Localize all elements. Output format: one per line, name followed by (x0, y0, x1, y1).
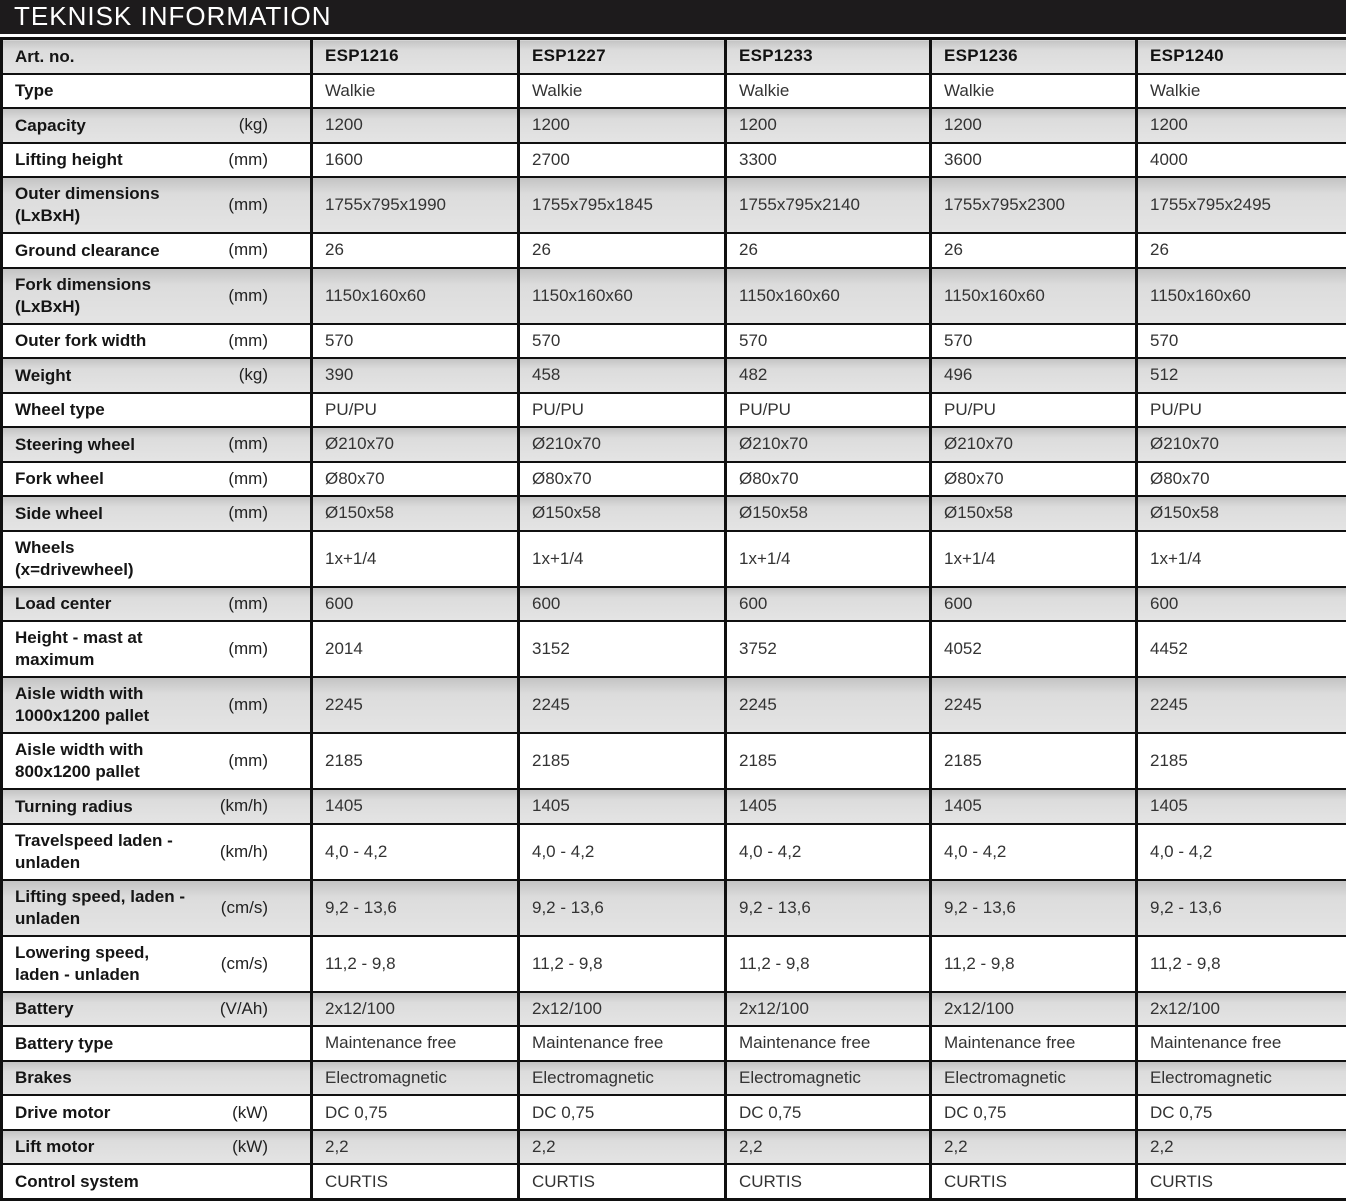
spec-value: 2,2 (519, 1130, 726, 1165)
row-label-cell (2, 936, 312, 992)
spec-value: 1405 (1137, 789, 1346, 824)
spec-value: 1405 (726, 789, 931, 824)
spec-value: 2185 (519, 733, 726, 789)
spec-value: 26 (519, 233, 726, 268)
spec-value: 570 (519, 324, 726, 359)
spec-value: 11,2 - 9,8 (312, 936, 519, 992)
spec-value: 4,0 - 4,2 (931, 824, 1137, 880)
spec-value: CURTIS (519, 1164, 726, 1199)
technical-spec-table (0, 37, 1346, 1201)
spec-value: 9,2 - 13,6 (519, 880, 726, 936)
spec-value: 496 (931, 358, 1137, 393)
spec-value: DC 0,75 (312, 1095, 519, 1130)
spec-value: Walkie (726, 74, 931, 109)
row-label-cell (2, 462, 312, 497)
row-label-cell (2, 427, 312, 462)
spec-value: PU/PU (312, 393, 519, 428)
row-label-cell (2, 992, 312, 1027)
table-row (2, 587, 1346, 622)
unit-label: (mm) (228, 502, 268, 524)
spec-value: 458 (519, 358, 726, 393)
table-row (2, 233, 1346, 268)
spec-value: 2014 (312, 621, 519, 677)
spec-value: Ø80x70 (726, 462, 931, 497)
row-label-cell (2, 880, 312, 936)
unit-label: (mm) (228, 149, 268, 171)
spec-value: 1755x795x2140 (726, 177, 931, 233)
spec-value: Electromagnetic (931, 1061, 1137, 1096)
row-label: Weight (15, 365, 71, 387)
table-row (2, 1026, 1346, 1061)
spec-value: 3152 (519, 621, 726, 677)
spec-value: Walkie (312, 74, 519, 109)
spec-value: 2245 (726, 677, 931, 733)
spec-value: Ø80x70 (519, 462, 726, 497)
row-label-cell (2, 324, 312, 359)
row-label: Aisle width with 1000x1200 pallet (15, 683, 185, 727)
spec-value: CURTIS (726, 1164, 931, 1199)
spec-value: 1755x795x1990 (312, 177, 519, 233)
spec-value: Walkie (931, 74, 1137, 109)
spec-value: PU/PU (931, 393, 1137, 428)
spec-value: Ø80x70 (312, 462, 519, 497)
spec-value: 2185 (726, 733, 931, 789)
unit-label: (kW) (232, 1102, 268, 1124)
unit-label: (cm/s) (221, 897, 268, 919)
spec-value: Maintenance free (1137, 1026, 1346, 1061)
row-label-cell (2, 677, 312, 733)
spec-value: 2,2 (726, 1130, 931, 1165)
spec-value: Ø210x70 (312, 427, 519, 462)
row-label-cell (2, 621, 312, 677)
spec-value: 26 (931, 233, 1137, 268)
row-label: Outer fork width (15, 330, 146, 352)
spec-value: 2,2 (931, 1130, 1137, 1165)
spec-value: 2,2 (1137, 1130, 1346, 1165)
model-header-esp1233: ESP1233 (726, 39, 931, 74)
spec-value: 11,2 - 9,8 (519, 936, 726, 992)
spec-value: 600 (1137, 587, 1346, 622)
spec-value: 2185 (931, 733, 1137, 789)
model-header-esp1240: ESP1240 (1137, 39, 1346, 74)
spec-value: 4,0 - 4,2 (519, 824, 726, 880)
table-row (2, 677, 1346, 733)
table-row (2, 393, 1346, 428)
model-header-esp1227: ESP1227 (519, 39, 726, 74)
spec-value: PU/PU (726, 393, 931, 428)
table-row (2, 177, 1346, 233)
row-label-cell (2, 1130, 312, 1165)
row-label-cell (2, 108, 312, 143)
unit-label: (mm) (228, 239, 268, 261)
spec-value: 570 (726, 324, 931, 359)
spec-value: 1150x160x60 (931, 268, 1137, 324)
spec-value: 2185 (1137, 733, 1346, 789)
spec-value: 2185 (312, 733, 519, 789)
spec-value: 1755x795x2495 (1137, 177, 1346, 233)
unit-label: (km/h) (220, 795, 268, 817)
table-row (2, 462, 1346, 497)
row-label: Height - mast at maximum (15, 627, 185, 671)
row-label: Fork wheel (15, 468, 104, 490)
table-row (2, 1130, 1346, 1165)
spec-value: Ø150x58 (931, 496, 1137, 531)
spec-value: 1150x160x60 (312, 268, 519, 324)
spec-value: 1755x795x2300 (931, 177, 1137, 233)
row-label-cell (2, 496, 312, 531)
spec-value: 1150x160x60 (519, 268, 726, 324)
spec-value: 600 (519, 587, 726, 622)
table-row (2, 496, 1346, 531)
spec-value: Walkie (519, 74, 726, 109)
spec-value: PU/PU (519, 393, 726, 428)
spec-value: Ø80x70 (1137, 462, 1346, 497)
spec-value: Walkie (1137, 74, 1346, 109)
row-label-cell (2, 1026, 312, 1061)
spec-value: 4000 (1137, 143, 1346, 178)
row-label-cell (2, 789, 312, 824)
spec-value: 2245 (312, 677, 519, 733)
spec-value: 26 (1137, 233, 1346, 268)
row-label: Ground clearance (15, 240, 160, 262)
row-label: Lifting speed, laden - unladen (15, 886, 185, 930)
spec-value: 26 (312, 233, 519, 268)
spec-value: Electromagnetic (519, 1061, 726, 1096)
row-label: Travelspeed laden - unladen (15, 830, 185, 874)
unit-label: (V/Ah) (220, 998, 268, 1020)
unit-label: (kW) (232, 1136, 268, 1158)
row-label: Side wheel (15, 503, 103, 525)
spec-value: 1200 (1137, 108, 1346, 143)
section-title-bar (0, 0, 1346, 34)
unit-label: (km/h) (220, 841, 268, 863)
spec-value: 2245 (519, 677, 726, 733)
spec-value: Maintenance free (931, 1026, 1137, 1061)
row-label-cell (2, 233, 312, 268)
spec-value: 570 (931, 324, 1137, 359)
unit-label: (mm) (228, 330, 268, 352)
row-label: Brakes (15, 1067, 72, 1089)
spec-value: Maintenance free (312, 1026, 519, 1061)
unit-label: (mm) (228, 694, 268, 716)
spec-value: 4,0 - 4,2 (726, 824, 931, 880)
row-label: Fork dimensions (LxBxH) (15, 274, 185, 318)
table-row (2, 531, 1346, 587)
spec-value: 4052 (931, 621, 1137, 677)
unit-label: (mm) (228, 750, 268, 772)
row-label: Lowering speed, laden - unladen (15, 942, 185, 986)
spec-value: 600 (931, 587, 1137, 622)
spec-value: Ø210x70 (726, 427, 931, 462)
spec-value: Ø150x58 (519, 496, 726, 531)
unit-label: (mm) (228, 638, 268, 660)
spec-value: Ø210x70 (931, 427, 1137, 462)
spec-value: Maintenance free (519, 1026, 726, 1061)
row-label: Turning radius (15, 796, 133, 818)
table-row (2, 108, 1346, 143)
spec-value: 2x12/100 (312, 992, 519, 1027)
spec-value: 2x12/100 (519, 992, 726, 1027)
spec-value: 2x12/100 (726, 992, 931, 1027)
spec-value: Ø80x70 (931, 462, 1137, 497)
spec-value: 482 (726, 358, 931, 393)
spec-value: DC 0,75 (931, 1095, 1137, 1130)
spec-value: 390 (312, 358, 519, 393)
table-row (2, 268, 1346, 324)
row-label-cell (2, 177, 312, 233)
table-row (2, 1061, 1346, 1096)
model-header-row (2, 39, 1346, 74)
spec-value: 2245 (931, 677, 1137, 733)
row-label-cell (2, 393, 312, 428)
spec-value: CURTIS (931, 1164, 1137, 1199)
row-label-cell (2, 733, 312, 789)
spec-value: 11,2 - 9,8 (931, 936, 1137, 992)
spec-value: 4,0 - 4,2 (312, 824, 519, 880)
row-label: Steering wheel (15, 434, 135, 456)
row-label-cell (2, 587, 312, 622)
row-label: Drive motor (15, 1102, 110, 1124)
row-label: Lift motor (15, 1136, 94, 1158)
row-label: Control system (15, 1171, 139, 1193)
unit-label: (mm) (228, 433, 268, 455)
spec-value: 600 (726, 587, 931, 622)
table-row (2, 936, 1346, 992)
spec-value: 1200 (931, 108, 1137, 143)
table-row (2, 1164, 1346, 1199)
unit-label: (mm) (228, 285, 268, 307)
table-row (2, 358, 1346, 393)
spec-value: Ø150x58 (1137, 496, 1346, 531)
spec-value: 1755x795x1845 (519, 177, 726, 233)
row-label-cell (2, 1095, 312, 1130)
unit-label: (kg) (239, 114, 268, 136)
corner-header-art-no (2, 39, 312, 74)
spec-value: 1200 (312, 108, 519, 143)
model-header-esp1236: ESP1236 (931, 39, 1137, 74)
spec-value: 9,2 - 13,6 (312, 880, 519, 936)
row-label-cell (2, 1061, 312, 1096)
row-label-cell (2, 74, 312, 109)
spec-value: Electromagnetic (1137, 1061, 1346, 1096)
spec-value: 2x12/100 (1137, 992, 1346, 1027)
corner-header-label: Art. no. (15, 46, 75, 68)
spec-value: 1405 (519, 789, 726, 824)
table-row (2, 74, 1346, 109)
spec-value: Electromagnetic (726, 1061, 931, 1096)
unit-label: (mm) (228, 593, 268, 615)
spec-value: 1x+1/4 (1137, 531, 1346, 587)
table-row (2, 143, 1346, 178)
spec-value: 512 (1137, 358, 1346, 393)
spec-value: 3600 (931, 143, 1137, 178)
spec-value: 4452 (1137, 621, 1346, 677)
table-row (2, 824, 1346, 880)
row-label: Battery (15, 998, 74, 1020)
row-label: Wheel type (15, 399, 105, 421)
spec-value: 1x+1/4 (519, 531, 726, 587)
row-label-cell (2, 824, 312, 880)
spec-value: 2245 (1137, 677, 1346, 733)
spec-value: Ø210x70 (519, 427, 726, 462)
table-row (2, 621, 1346, 677)
row-label: Aisle width with 800x1200 pallet (15, 739, 185, 783)
spec-value: 570 (312, 324, 519, 359)
spec-value: Ø210x70 (1137, 427, 1346, 462)
spec-value: 11,2 - 9,8 (726, 936, 931, 992)
table-row (2, 880, 1346, 936)
spec-value: 1200 (726, 108, 931, 143)
spec-value: 1150x160x60 (1137, 268, 1346, 324)
spec-value: Ø150x58 (312, 496, 519, 531)
spec-value: 3300 (726, 143, 931, 178)
unit-label: (kg) (239, 364, 268, 386)
table-row (2, 324, 1346, 359)
row-label: Capacity (15, 115, 86, 137)
spec-value: 26 (726, 233, 931, 268)
spec-value: 1x+1/4 (726, 531, 931, 587)
row-label: Outer dimensions (LxBxH) (15, 183, 185, 227)
unit-label: (mm) (228, 194, 268, 216)
unit-label: (mm) (228, 468, 268, 490)
spec-value: 4,0 - 4,2 (1137, 824, 1346, 880)
row-label-cell (2, 358, 312, 393)
spec-value: 1600 (312, 143, 519, 178)
spec-value: CURTIS (1137, 1164, 1346, 1199)
row-label: Battery type (15, 1033, 113, 1055)
spec-value: 1x+1/4 (931, 531, 1137, 587)
spec-value: DC 0,75 (726, 1095, 931, 1130)
row-label: Wheels (x=drivewheel) (15, 537, 185, 581)
spec-value: 9,2 - 13,6 (1137, 880, 1346, 936)
spec-value: Electromagnetic (312, 1061, 519, 1096)
spec-value: 3752 (726, 621, 931, 677)
row-label-cell (2, 143, 312, 178)
spec-value: Maintenance free (726, 1026, 931, 1061)
row-label-cell (2, 1164, 312, 1199)
spec-value: 570 (1137, 324, 1346, 359)
row-label-cell (2, 531, 312, 587)
spec-value: 1405 (931, 789, 1137, 824)
spec-value: 11,2 - 9,8 (1137, 936, 1346, 992)
row-label: Type (15, 80, 53, 102)
spec-value: 9,2 - 13,6 (931, 880, 1137, 936)
spec-value: 9,2 - 13,6 (726, 880, 931, 936)
spec-value: 600 (312, 587, 519, 622)
unit-label: (cm/s) (221, 953, 268, 975)
spec-value: 2x12/100 (931, 992, 1137, 1027)
model-header-esp1216: ESP1216 (312, 39, 519, 74)
table-row (2, 733, 1346, 789)
spec-value: Ø150x58 (726, 496, 931, 531)
row-label: Load center (15, 593, 111, 615)
table-row (2, 789, 1346, 824)
spec-value: DC 0,75 (1137, 1095, 1346, 1130)
table-row (2, 1095, 1346, 1130)
spec-value: 1150x160x60 (726, 268, 931, 324)
spec-value: 1x+1/4 (312, 531, 519, 587)
row-label-cell (2, 268, 312, 324)
spec-value: 2,2 (312, 1130, 519, 1165)
page-title: TEKNISK INFORMATION (14, 3, 332, 31)
spec-value: DC 0,75 (519, 1095, 726, 1130)
spec-value: 2700 (519, 143, 726, 178)
spec-value: PU/PU (1137, 393, 1346, 428)
table-row (2, 427, 1346, 462)
spec-value: 1405 (312, 789, 519, 824)
row-label: Lifting height (15, 149, 123, 171)
table-row (2, 992, 1346, 1027)
spec-value: CURTIS (312, 1164, 519, 1199)
spec-value: 1200 (519, 108, 726, 143)
